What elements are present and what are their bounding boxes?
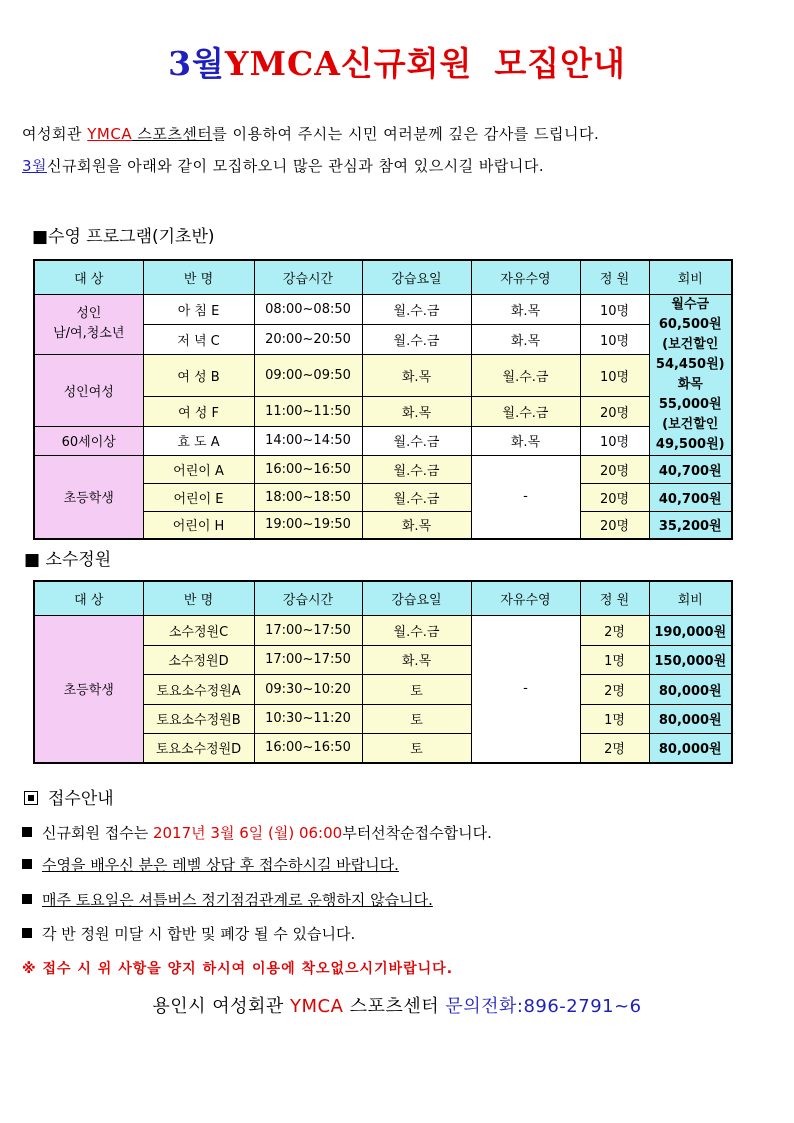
adult-fee-cell: 월수금 60,500원 (보건할인 54,450원) 화목 55,000원 (보건할인 49,500원)	[649, 294, 732, 455]
table-row: 성인여성 여 성 B 09:00~09:50 화.목 월.수.금 10명	[34, 354, 732, 396]
note-4: 각 반 정원 미달 시 합반 및 폐강 될 수 있습니다.	[22, 923, 355, 944]
small-section-title: ■ 소수정원	[24, 550, 112, 570]
note-1: 신규회원 접수는 2017년 3월 6일 (월) 06:00부터선착순접수합니다.	[22, 822, 492, 843]
group-women: 성인여성	[34, 354, 143, 426]
table-row: 저 녁 C 20:00~20:50 월.수.금 화.목 10명	[34, 324, 732, 354]
free-swim-dash: -	[471, 615, 580, 763]
bullet-square-icon	[22, 894, 32, 904]
col-header-days: 강습요일	[362, 260, 471, 294]
col-header-fee: 회비	[649, 260, 732, 294]
table-row: 어린이 E 18:00~18:50 월.수.금 20명 40,700원	[34, 483, 732, 511]
small-header-row: 대 상 반 명 강습시간 강습요일 자유수영 정 원 회비	[34, 581, 732, 615]
title-tail: 모집안내	[494, 44, 626, 83]
group-senior: 60세이상	[34, 426, 143, 455]
bullet-square-icon	[22, 827, 32, 837]
footer-contact: 용인시 여성회관 YMCA 스포츠센터 문의전화:896-2791~6	[152, 996, 642, 1017]
group-adult: 성인 남/여,청소년	[34, 294, 143, 354]
swim-header-row	[34, 260, 732, 294]
col-header-capacity: 정 원	[580, 260, 649, 294]
free-swim-dash: -	[471, 455, 580, 539]
page-title	[0, 38, 794, 85]
table-row: 토요소수정원A 09:30~10:20 토 2명 80,000원	[34, 674, 732, 704]
table-row: 초등학생 소수정원C 17:00~17:50 월.수.금 - 2명 190,000원	[34, 615, 732, 645]
col-header-time: 강습시간	[254, 260, 362, 294]
table-row: 토요소수정원B 10:30~11:20 토 1명 80,000원	[34, 704, 732, 733]
group-elementary: 초등학생	[34, 455, 143, 539]
table-row: 소수정원D 17:00~17:50 화.목 1명 150,000원	[34, 645, 732, 674]
table-row: 60세이상 효 도 A 14:00~14:50 월.수.금 화.목 10명	[34, 426, 732, 455]
reception-section-title: 접수안내	[24, 784, 114, 809]
table-row: 토요소수정원D 16:00~16:50 토 2명 80,000원	[34, 733, 732, 763]
bullet-square-icon	[22, 859, 32, 869]
title-month: 3월	[168, 44, 225, 83]
title-main: YMCA신규회원	[224, 44, 473, 83]
note-2: 수영을 배우신 분은 레벨 상담 후 접수하시길 바랍니다.	[22, 854, 399, 875]
col-header-class: 반 명	[143, 260, 254, 294]
intro-line-1: 여성회관 YMCA 스포츠센터를 이용하여 주시는 시민 여러분께 깊은 감사를 드립니다.	[22, 125, 600, 143]
table-row: 어린이 H 19:00~19:50 화.목 20명 35,200원	[34, 511, 732, 539]
group-elementary: 초등학생	[34, 615, 143, 763]
intro-line-2: 3월신규회원을 아래와 같이 모집하오니 많은 관심과 참여 있으시길 바랍니다.	[22, 157, 545, 175]
warning-note: ※ 접수 시 위 사항을 양지 하시여 이용에 착오없으시기바랍니다.	[22, 961, 454, 977]
swim-table	[33, 259, 733, 540]
small-table	[33, 580, 733, 764]
col-header-free-swim: 자유수영	[471, 260, 580, 294]
note-3: 매주 토요일은 셔틀버스 정기점검관계로 운행하지 않습니다.	[22, 889, 433, 910]
table-row: 여 성 F 11:00~11:50 화.목 월.수.금 20명	[34, 396, 732, 426]
col-header-target: 대 상	[34, 260, 143, 294]
table-row: 성인 남/여,청소년 아 침 E 08:00~08:50 월.수.금 화.목 10명 월수금 60,500원 (보건할인 54,450원) 화목 55,000원 (보건할인 49,500원)	[34, 294, 732, 324]
bullet-square-icon	[22, 928, 32, 938]
boxed-square-icon	[24, 791, 38, 805]
swim-section-title: ■수영 프로그램(기초반)	[32, 227, 215, 247]
table-row: 초등학생 어린이 A 16:00~16:50 월.수.금 - 20명 40,700원	[34, 455, 732, 483]
phone-number: 문의전화:896-2791~6	[445, 996, 642, 1017]
